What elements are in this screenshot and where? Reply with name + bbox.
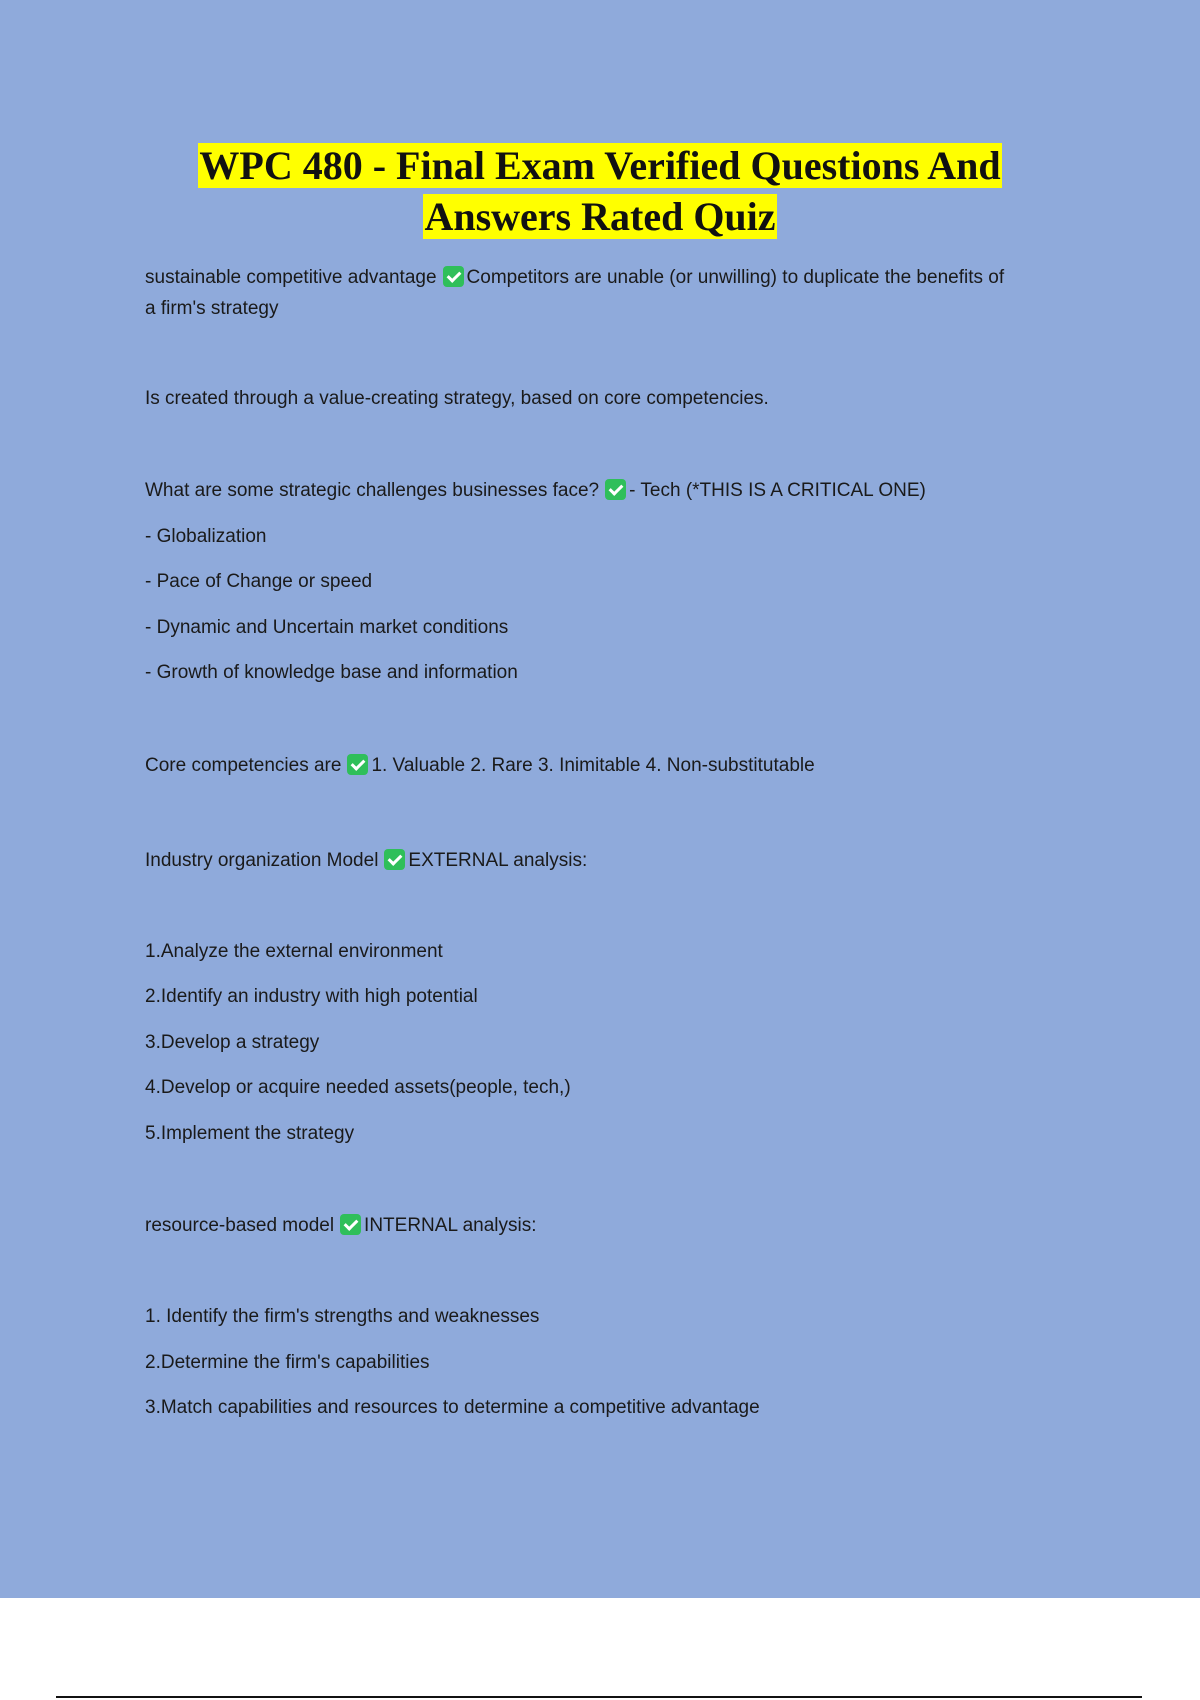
answer-text: - Tech (*THIS IS A CRITICAL ONE): [629, 480, 926, 501]
question-term: What are some strategic challenges businesses face?: [145, 480, 600, 501]
question-term: Industry organization Model: [145, 850, 379, 871]
list-item: 5.Implement the strategy: [145, 1123, 355, 1144]
check-mark-icon: [340, 1214, 361, 1235]
list-item: - Dynamic and Uncertain market conditions: [145, 617, 509, 638]
list-item: 3.Match capabilities and resources to determine a competitive advantage: [145, 1397, 760, 1418]
qa-item: [145, 475, 1095, 506]
question-term: Core competencies are: [145, 755, 342, 776]
list-item: 1.Analyze the external environment: [145, 941, 443, 962]
qa-content: [145, 262, 1095, 1423]
list-item: 3.Develop a strategy: [145, 1032, 320, 1053]
qa-item: [145, 1210, 1095, 1241]
list-item: - Pace of Change or speed: [145, 571, 373, 592]
footer-divider: [56, 1696, 1142, 1698]
check-mark-icon: [384, 849, 405, 870]
title-line-1: WPC 480 - Final Exam Verified Questions And: [199, 143, 1001, 188]
list-item: 2.Identify an industry with high potential: [145, 986, 478, 1007]
question-term: resource-based model: [145, 1215, 335, 1236]
list-item: 4.Develop or acquire needed assets(people, tech,): [145, 1077, 571, 1098]
question-term: sustainable competitive advantage: [145, 267, 437, 288]
check-mark-icon: [347, 754, 368, 775]
list-item: - Growth of knowledge base and information: [145, 662, 518, 683]
answer-text: INTERNAL analysis:: [364, 1215, 537, 1236]
document-title: [0, 140, 1200, 242]
check-mark-icon: [443, 266, 464, 287]
list-item: 1. Identify the firm's strengths and weaknesses: [145, 1306, 540, 1327]
list-item: - Globalization: [145, 526, 267, 547]
check-mark-icon: [605, 479, 626, 500]
answer-text: 1. Valuable 2. Rare 3. Inimitable 4. Non-substitutable: [371, 755, 815, 776]
answer-text-continued: a firm's strategy: [145, 298, 279, 319]
answer-text: EXTERNAL analysis:: [408, 850, 588, 871]
text-line: Is created through a value-creating strategy, based on core competencies.: [145, 388, 769, 409]
qa-item: [145, 845, 1095, 876]
answer-text: Competitors are unable (or unwilling) to duplicate the benefits of: [466, 267, 1005, 288]
qa-item: [145, 750, 1095, 781]
title-line-2: Answers Rated Quiz: [424, 194, 776, 239]
list-item: 2.Determine the firm's capabilities: [145, 1352, 430, 1373]
qa-item: [145, 262, 1095, 324]
